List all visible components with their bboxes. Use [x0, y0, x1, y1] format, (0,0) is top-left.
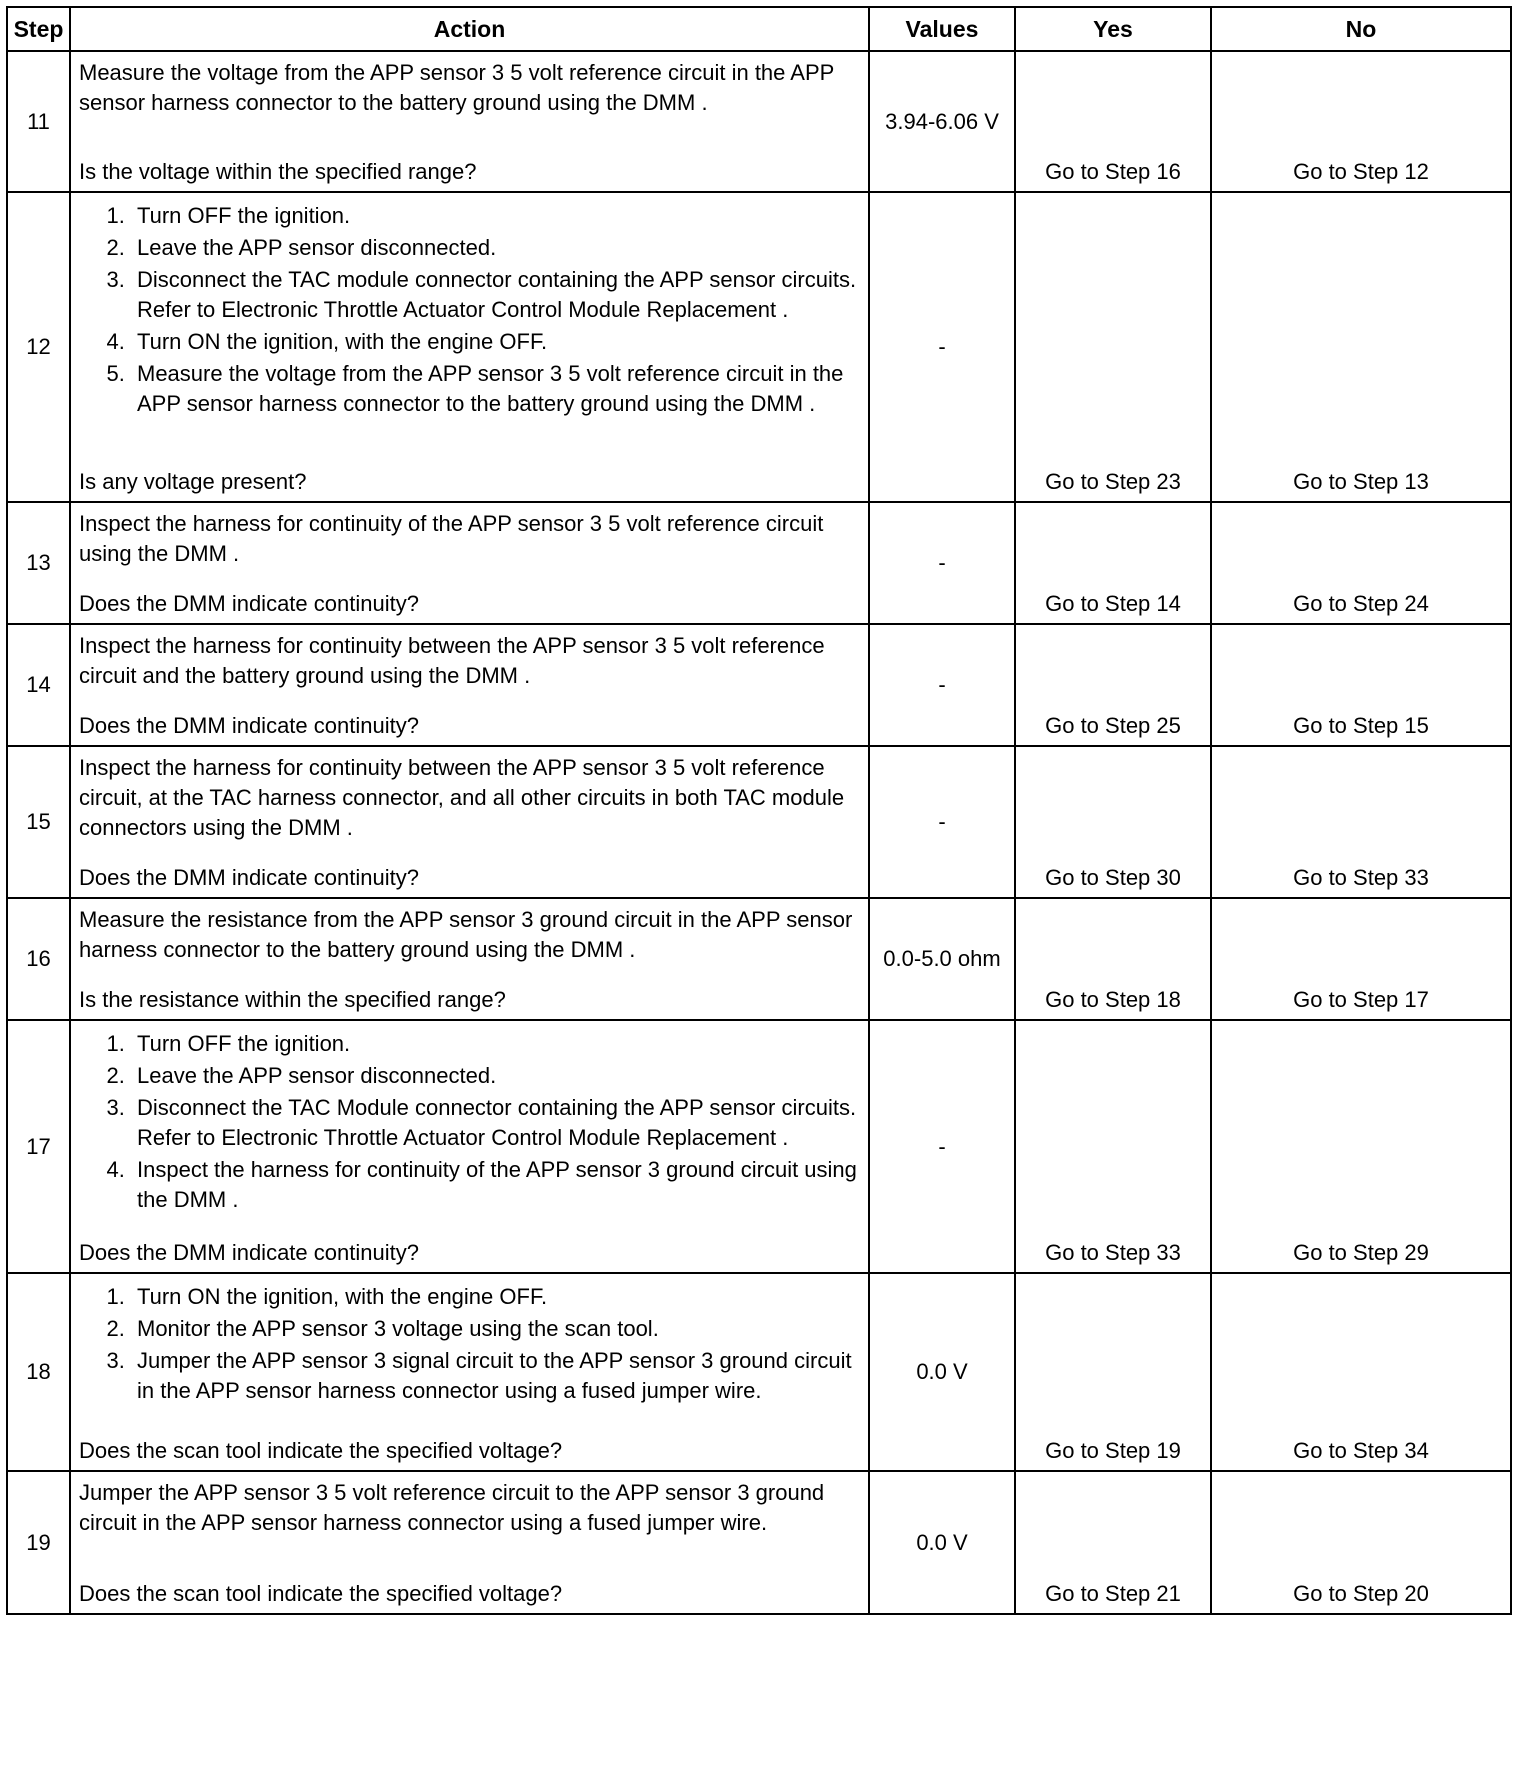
action-cell	[70, 51, 869, 192]
value-cell: -	[869, 624, 1015, 746]
action-step-item: 2. Leave the APP sensor disconnected.	[131, 233, 860, 263]
action-text: Inspect the harness for continuity of the APP sensor 3 5 volt reference circuit using the DMM .	[79, 511, 824, 566]
action-steps-list	[79, 201, 860, 419]
action-step-item: 2. Leave the APP sensor disconnected.	[131, 1061, 860, 1091]
value-cell: 0.0-5.0 ohm	[869, 898, 1015, 1020]
yes-outcome: Go to Step 30	[1015, 746, 1211, 898]
action-content	[79, 509, 860, 619]
action-cell	[70, 192, 869, 502]
action-content	[79, 631, 860, 741]
action-instructions	[79, 1280, 860, 1408]
no-outcome: Go to Step 29	[1211, 1020, 1511, 1273]
action-cell	[70, 898, 869, 1020]
action-step-item: 1. Turn OFF the ignition.	[131, 201, 860, 231]
action-text: Jumper the APP sensor 3 5 volt reference circuit to the APP sensor 3 ground circuit in the APP sensor harness connector using a fused jumper wire.	[79, 1480, 825, 1535]
action-question: Does the DMM indicate continuity?	[79, 1240, 419, 1265]
action-cell	[70, 746, 869, 898]
step-number: 12	[7, 192, 70, 502]
no-outcome: Go to Step 13	[1211, 192, 1511, 502]
action-cell	[70, 1273, 869, 1471]
step-number: 17	[7, 1020, 70, 1273]
table-row	[7, 1471, 1511, 1614]
action-question: Is the resistance within the specified range?	[79, 987, 506, 1012]
action-content	[79, 1478, 860, 1609]
step-number: 16	[7, 898, 70, 1020]
action-content	[79, 1280, 860, 1466]
action-instructions	[79, 509, 860, 569]
value-cell: 0.0 V	[869, 1471, 1015, 1614]
header-yes: Yes	[1015, 7, 1211, 51]
no-outcome: Go to Step 12	[1211, 51, 1511, 192]
action-instructions	[79, 631, 860, 691]
yes-outcome: Go to Step 33	[1015, 1020, 1211, 1273]
no-outcome: Go to Step 34	[1211, 1273, 1511, 1471]
value-cell: -	[869, 502, 1015, 624]
action-cell	[70, 1471, 869, 1614]
action-question: Does the DMM indicate continuity?	[79, 591, 419, 616]
action-instructions	[79, 58, 860, 118]
action-step-item: 4. Turn ON the ignition, with the engine OFF.	[131, 327, 860, 357]
action-content	[79, 753, 860, 893]
action-instructions	[79, 753, 860, 843]
action-content	[79, 199, 860, 497]
action-text: Measure the voltage from the APP sensor 3 5 volt reference circuit in the APP sensor harness connector to the battery ground using the DMM .	[79, 60, 834, 115]
action-step-item: 2. Monitor the APP sensor 3 voltage using the scan tool.	[131, 1314, 860, 1344]
action-step-item: 3. Disconnect the TAC module connector containing the APP sensor circuits. Refer to Electronic Throttle Actuator Control Module Replacement .	[131, 265, 860, 325]
action-text: Measure the resistance from the APP sensor 3 ground circuit in the APP sensor harness connector to the battery ground using the DMM .	[79, 907, 853, 962]
value-cell: 0.0 V	[869, 1273, 1015, 1471]
yes-outcome: Go to Step 18	[1015, 898, 1211, 1020]
action-step-item: 3. Jumper the APP sensor 3 signal circuit to the APP sensor 3 ground circuit in the APP sensor harness connector using a fused jumper wire.	[131, 1346, 860, 1406]
step-number: 13	[7, 502, 70, 624]
table-row	[7, 746, 1511, 898]
no-outcome: Go to Step 24	[1211, 502, 1511, 624]
header-row	[7, 7, 1511, 51]
table-row	[7, 1273, 1511, 1471]
value-cell: -	[869, 192, 1015, 502]
action-text: Inspect the harness for continuity between the APP sensor 3 5 volt reference circuit and the battery ground using the DMM .	[79, 633, 825, 688]
action-instructions	[79, 199, 860, 421]
action-content	[79, 905, 860, 1015]
yes-outcome: Go to Step 25	[1015, 624, 1211, 746]
yes-outcome: Go to Step 23	[1015, 192, 1211, 502]
table-row	[7, 624, 1511, 746]
value-cell: -	[869, 1020, 1015, 1273]
action-question: Does the DMM indicate continuity?	[79, 713, 419, 738]
yes-outcome: Go to Step 16	[1015, 51, 1211, 192]
action-question: Does the scan tool indicate the specified voltage?	[79, 1581, 563, 1606]
yes-outcome: Go to Step 21	[1015, 1471, 1211, 1614]
action-steps-list	[79, 1282, 860, 1406]
action-cell	[70, 624, 869, 746]
value-cell: -	[869, 746, 1015, 898]
step-number: 14	[7, 624, 70, 746]
yes-outcome: Go to Step 14	[1015, 502, 1211, 624]
action-step-item: 3. Disconnect the TAC Module connector containing the APP sensor circuits. Refer to Electronic Throttle Actuator Control Module Replacement .	[131, 1093, 860, 1153]
action-steps-list	[79, 1029, 860, 1215]
action-step-item: 1. Turn OFF the ignition.	[131, 1029, 860, 1059]
yes-outcome: Go to Step 19	[1015, 1273, 1211, 1471]
diagnostic-table-sheet	[6, 6, 1510, 1615]
action-cell	[70, 502, 869, 624]
action-instructions	[79, 1027, 860, 1217]
action-cell	[70, 1020, 869, 1273]
action-step-item: 5. Measure the voltage from the APP sensor 3 5 volt reference circuit in the APP sensor harness connector to the battery ground using the DMM .	[131, 359, 860, 419]
action-question: Does the DMM indicate continuity?	[79, 865, 419, 890]
action-content	[79, 58, 860, 187]
action-question: Does the scan tool indicate the specified voltage?	[79, 1438, 563, 1463]
table-row	[7, 502, 1511, 624]
table-row	[7, 192, 1511, 502]
table-row	[7, 1020, 1511, 1273]
header-action: Action	[70, 7, 869, 51]
action-instructions	[79, 905, 860, 965]
table-row	[7, 51, 1511, 192]
header-values: Values	[869, 7, 1015, 51]
action-step-item: 1. Turn ON the ignition, with the engine OFF.	[131, 1282, 860, 1312]
value-cell: 3.94-6.06 V	[869, 51, 1015, 192]
no-outcome: Go to Step 15	[1211, 624, 1511, 746]
action-text: Inspect the harness for continuity between the APP sensor 3 5 volt reference circuit, at the TAC harness connector, and all other circuits in both TAC module connectors using the DMM .	[79, 755, 845, 840]
action-step-item: 4. Inspect the harness for continuity of the APP sensor 3 ground circuit using the DMM .	[131, 1155, 860, 1215]
step-number: 18	[7, 1273, 70, 1471]
no-outcome: Go to Step 20	[1211, 1471, 1511, 1614]
action-content	[79, 1027, 860, 1268]
action-question: Is any voltage present?	[79, 469, 307, 494]
header-step: Step	[7, 7, 70, 51]
header-no: No	[1211, 7, 1511, 51]
diagnostic-table	[6, 6, 1512, 1615]
step-number: 15	[7, 746, 70, 898]
no-outcome: Go to Step 33	[1211, 746, 1511, 898]
step-number: 19	[7, 1471, 70, 1614]
no-outcome: Go to Step 17	[1211, 898, 1511, 1020]
step-number: 11	[7, 51, 70, 192]
table-row	[7, 898, 1511, 1020]
action-instructions	[79, 1478, 860, 1538]
action-question: Is the voltage within the specified range?	[79, 159, 477, 184]
